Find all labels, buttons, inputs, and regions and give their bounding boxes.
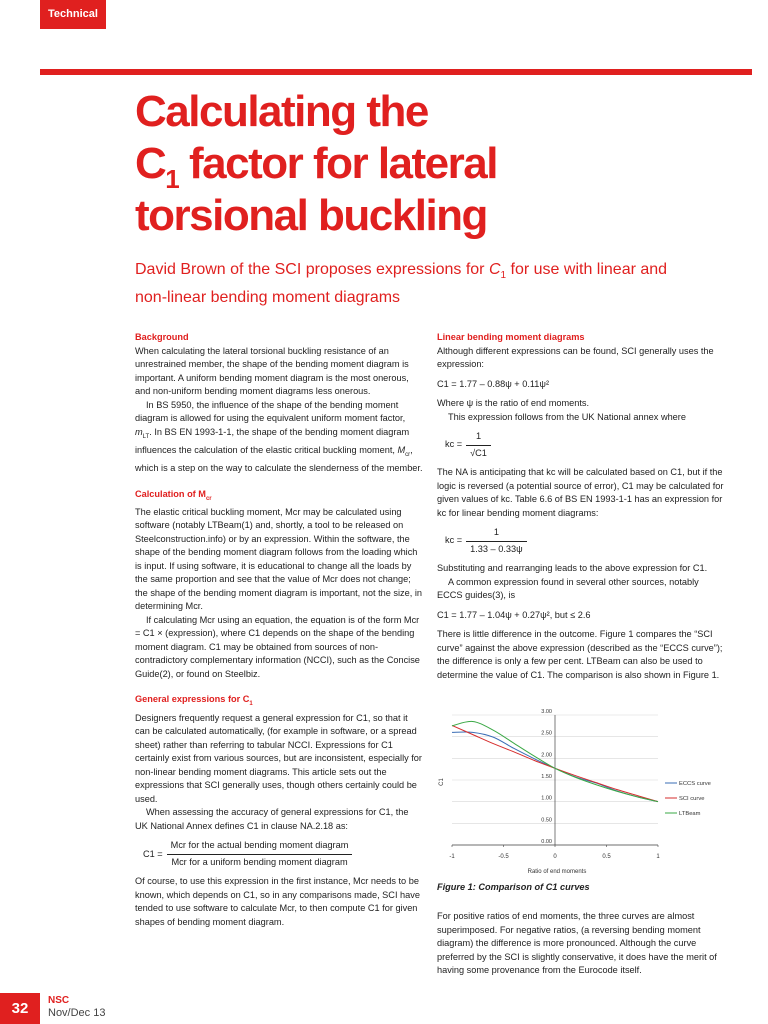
para-general-3: Of course, to use this expression in the first instance, Mcr needs to be known, which depends on C1, so in any comparisons made, SCI have tended to use software to calculate Mcr, to then compute C1 for given shapes of bending moment diagram. [135, 876, 420, 927]
title-line-2: factor for lateral [178, 139, 497, 188]
eq2-fraction [466, 430, 491, 460]
legend-label: SCI curve [679, 796, 705, 802]
y-tick-label: 2.50 [541, 730, 552, 737]
y-tick-label: 3.00 [541, 709, 552, 715]
column-right [437, 331, 725, 682]
article-title [135, 86, 735, 242]
column-left [135, 331, 423, 929]
x-tick-label: 0 [553, 854, 557, 860]
equation-kc-2 [445, 526, 725, 556]
y-tick-label: 1.50 [541, 774, 552, 780]
standfirst-a: David Brown of the SCI proposes expressions for [135, 261, 489, 278]
p2M: M [397, 444, 406, 455]
heading-calc-mcr [135, 488, 423, 506]
x-tick-label: 1 [656, 854, 660, 860]
para-linear-7: There is little difference in the outcome. Figure 1 compares the “SCI curve” against the above expression (described as the “ECCS curve”); the difference is only a few per cent. LTBeam can also be used to determine the value of C1. The comparison is also shown in Figure 1. [437, 629, 723, 680]
title-c-sub: 1 [165, 164, 179, 194]
x-tick-label: 0.5 [602, 854, 611, 860]
column-right-bottom [437, 910, 727, 978]
eq3-fraction [466, 526, 527, 556]
y-tick-label: 1.00 [541, 795, 552, 802]
equation-kc-1 [445, 430, 725, 460]
standfirst-c: C [488, 261, 501, 278]
c1-comparison-chart [437, 705, 737, 880]
p2msub: LT [142, 433, 150, 440]
eq3-numerator: 1 [466, 526, 527, 542]
legend-label: LTBeam [679, 811, 701, 817]
title-line-3: torsional buckling [135, 191, 487, 240]
standfirst-sub: 1 [500, 270, 507, 282]
eq3-denominator: 1.33 – 0.33ψ [470, 543, 523, 554]
eq2-lhs: kc = [445, 439, 463, 450]
y-tick-label: 0.00 [541, 839, 552, 845]
legend-label: ECCS curve [679, 781, 711, 787]
y-tick-label: 2.00 [541, 752, 552, 759]
heading-linear: Linear bending moment diagrams [437, 332, 585, 342]
x-axis-label: Ratio of end moments [527, 869, 587, 875]
x-tick-label: -0.5 [498, 854, 509, 860]
standfirst-b: for use with linear and non-linear bending moment diagrams [135, 261, 668, 307]
p2a: In BS 5950, the influence of the shape of the bending moment diagram is allowed for using the equivalent uniform moment factor, [135, 399, 406, 423]
para-linear-5: Substituting and rearranging leads to the above expression for C1. [437, 563, 708, 573]
h-general: General expressions for C [135, 694, 250, 705]
para-general-1: Designers frequently request a general expression for C1, so that it can be calculated automatically, (for example in software, or a spread sheet) rather than referring to tabular NCCI. Expressions for C1 certainly exist from various sources, but are inconsistent, especially for non-linear bending moment diagrams. This article sets out the expressions that SCI generally uses, though others certainly could be used. [135, 712, 422, 804]
h-general-sub: 1 [249, 701, 253, 708]
heading-general [135, 693, 423, 711]
para-background-1: When calculating the lateral torsional buckling resistance of an unrestrained member, the shape of the bending moment diagram is important. A uniform bending moment diagram is the most onerous, and non-uniform bending moment diagrams less onerous. [135, 345, 409, 396]
p2m: m [135, 426, 143, 437]
equation-sci: C1 = 1.77 – 0.88ψ + 0.11ψ² [437, 378, 550, 389]
heading-background: Background [135, 332, 189, 342]
para-calc-1: The elastic critical buckling moment, Mcr may be calculated using software (notably LTBeam(1) and, shortly, a tool to be released on Steelconstruction.info) or by an expression. Within the software, the shape of the bending moment diagram follows from the loading which is input. If using software, it is educational to change all the loads by the same proportion and see that the value of Mcr does not change; the shape of the bending moment diagram is important, not the size, in determining Mcr. [135, 506, 423, 612]
title-c: C [135, 139, 166, 188]
eq-lhs: C1 = [143, 848, 163, 859]
p2c: , which is a step on the way to calculate the slenderness of the member. [135, 444, 423, 474]
footer-brand: NSC [48, 995, 70, 1006]
eq-fraction [167, 839, 353, 869]
p2b: . In BS EN 1993-1-1, the shape of the bending moment diagram influences the calculation of the elastic critical buckling moment, [135, 426, 410, 455]
para-background-2 [135, 399, 423, 476]
y-axis-label: C1 [439, 778, 445, 786]
title-line-1: Calculating the [135, 87, 428, 136]
para-linear-1: Although different expressions can be found, SCI generally uses the expression: [437, 345, 714, 369]
eq2-numerator: 1 [466, 430, 491, 446]
section-tag: Technical [40, 0, 106, 29]
page-number: 32 [0, 993, 40, 1024]
h-calc-sub: cr [205, 495, 212, 502]
figure-caption: Figure 1: Comparison of C1 curves [437, 882, 590, 892]
equation-c1-definition [143, 839, 423, 869]
p2Msub: cr [405, 451, 411, 458]
eq-denominator: Mcr for a uniform bending moment diagram [171, 856, 348, 867]
header-rule [40, 69, 752, 75]
y-tick-label: 0.50 [541, 817, 552, 824]
footer-issue: Nov/Dec 13 [48, 1007, 106, 1019]
para-linear-3: This expression follows from the UK National annex where [448, 411, 686, 422]
eq2-denominator: √C1 [470, 447, 487, 458]
para-general-2: When assessing the accuracy of general expressions for C1, the UK National Annex defines C1 in clause NA.2.18 as: [135, 807, 409, 831]
para-linear-4: The NA is anticipating that kc will be calculated based on C1, but if the logic is reversed (a potential source of error), C1 may be calculated for given values of kc. Table 6.6 of BS EN 1993-1-1 has an expression for kc for linear bending moment diagrams: [437, 467, 724, 518]
h-calc: Calculation of M [135, 488, 206, 499]
para-calc-2: If calculating Mcr using an equation, the equation is of the form Mcr = C1 × (expression), where C1 depends on the shape of the bending moment diagram. C1 may be obtained from sources of non-contradictory complementary information (NCCI), such as the Concise Guide(2), or found on Steelbiz. [135, 614, 420, 679]
x-tick-label: -1 [449, 854, 455, 860]
equation-eccs: C1 = 1.77 – 1.04ψ + 0.27ψ², but ≤ 2.6 [437, 609, 591, 620]
para-linear-6: A common expression found in several other sources, notably ECCS guides(3), is [437, 576, 699, 600]
para-closing: For positive ratios of end moments, the three curves are almost superimposed. For negative ratios, (a reversing bending moment diagram) the difference is more pronounced. Although the curve preferred by the SCI is slightly conservative, it does have the merit of having some provenance from the Eurocode itself. [437, 911, 717, 975]
standfirst [135, 259, 695, 309]
para-linear-2: Where ψ is the ratio of end moments. [437, 398, 590, 408]
eq-numerator: Mcr for the actual bending moment diagram [167, 839, 353, 855]
eq3-lhs: kc = [445, 535, 463, 546]
